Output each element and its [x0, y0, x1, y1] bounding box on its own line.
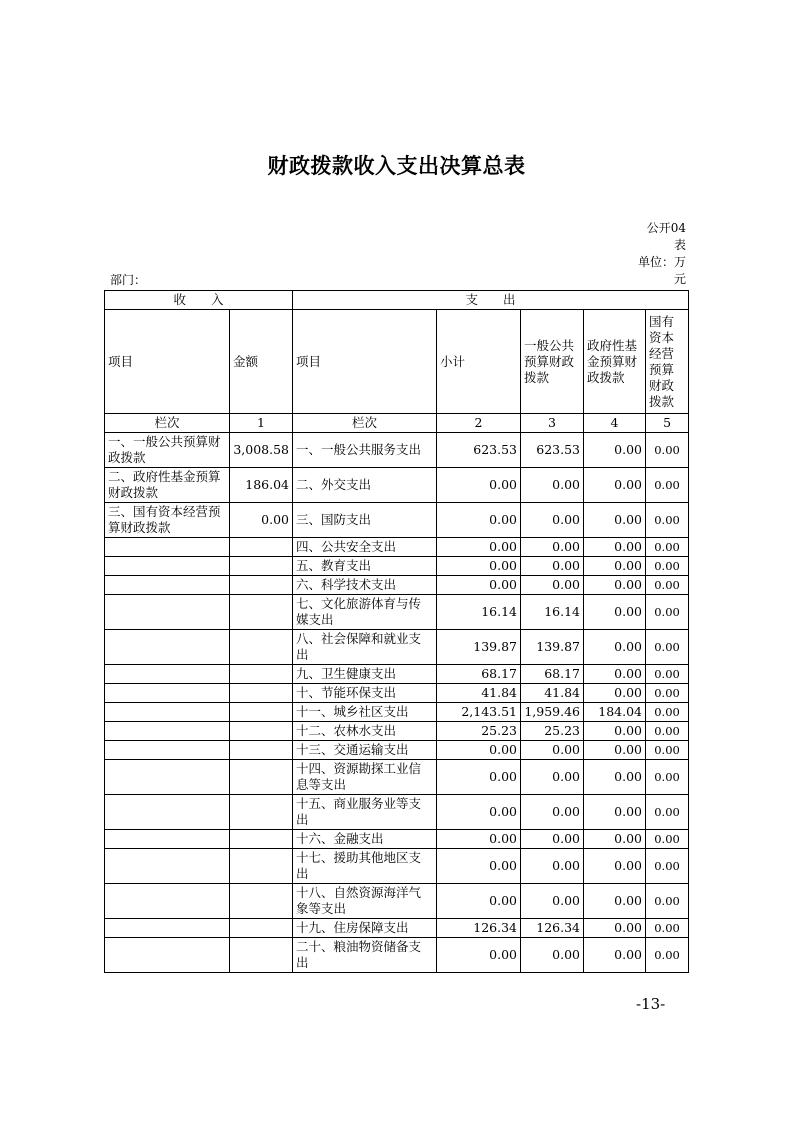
general-budget-cell: 16.14: [521, 595, 584, 630]
subtotal-cell: 0.00: [437, 557, 521, 576]
subtotal-cell: 0.00: [437, 576, 521, 595]
state-capital-cell: 0.00: [646, 468, 689, 503]
subtotal-cell: 623.53: [437, 433, 521, 468]
general-budget-cell: 68.17: [521, 665, 584, 684]
table-row: [105, 538, 689, 557]
subtotal-cell: 68.17: [437, 665, 521, 684]
unit-label: 单位：万元: [637, 255, 686, 286]
subtotal-cell: 0.00: [437, 503, 521, 538]
fund-budget-cell: 0.00: [584, 849, 646, 884]
expense-item-cell: 十五、商业服务业等支出: [293, 795, 437, 830]
expense-item-cell: 十三、交通运输支出: [293, 741, 437, 760]
expense-item-cell: 七、文化旅游体育与传媒支出: [293, 595, 437, 630]
income-amount-cell: [230, 538, 293, 557]
table-row: [105, 760, 689, 795]
table-row: [105, 938, 689, 973]
table-row: [105, 433, 689, 468]
state-capital-cell: 0.00: [646, 884, 689, 919]
general-budget-cell: 126.34: [521, 919, 584, 938]
general-budget-cell: 0.00: [521, 795, 584, 830]
income-amount-cell: [230, 630, 293, 665]
income-amount-cell: [230, 595, 293, 630]
expense-item-cell: 六、科学技术支出: [293, 576, 437, 595]
subtotal-cell: 41.84: [437, 684, 521, 703]
income-item-cell: [105, 665, 230, 684]
fund-budget-cell: 0.00: [584, 722, 646, 741]
state-capital-cell: 0.00: [646, 849, 689, 884]
table-row: [105, 684, 689, 703]
state-capital-cell: 0.00: [646, 795, 689, 830]
state-capital-cell: 0.00: [646, 919, 689, 938]
index-label-income: 栏次: [105, 414, 230, 433]
subtotal-cell: 0.00: [437, 884, 521, 919]
table-row: [105, 468, 689, 503]
income-amount-cell: [230, 703, 293, 722]
fund-budget-cell: 0.00: [584, 795, 646, 830]
income-amount-cell: [230, 849, 293, 884]
state-capital-cell: 0.00: [646, 703, 689, 722]
state-capital-cell: 0.00: [646, 665, 689, 684]
table-row: [105, 595, 689, 630]
index-label-expense: 栏次: [293, 414, 437, 433]
expense-item-cell: 二、外交支出: [293, 468, 437, 503]
table-row: [105, 741, 689, 760]
table-row: [105, 795, 689, 830]
income-amount-cell: [230, 741, 293, 760]
table-row: [105, 576, 689, 595]
subtotal-cell: 0.00: [437, 760, 521, 795]
fund-budget-cell: 0.00: [584, 595, 646, 630]
table-row: [105, 557, 689, 576]
table-row: [105, 665, 689, 684]
col-subtotal: 小计: [437, 310, 521, 414]
col-amount: 金额: [230, 310, 293, 414]
fund-budget-cell: 0.00: [584, 630, 646, 665]
subtotal-cell: 0.00: [437, 830, 521, 849]
state-capital-cell: 0.00: [646, 433, 689, 468]
state-capital-cell: 0.00: [646, 722, 689, 741]
expense-item-cell: 三、国防支出: [293, 503, 437, 538]
general-budget-cell: 25.23: [521, 722, 584, 741]
subtotal-cell: 25.23: [437, 722, 521, 741]
income-amount-cell: [230, 938, 293, 973]
income-item-cell: [105, 557, 230, 576]
income-amount-cell: 3,008.58: [230, 433, 293, 468]
table-row: [105, 503, 689, 538]
income-item-cell: [105, 576, 230, 595]
state-capital-cell: 0.00: [646, 595, 689, 630]
subtotal-cell: 0.00: [437, 538, 521, 557]
fund-budget-cell: 0.00: [584, 830, 646, 849]
index-2: 2: [437, 414, 521, 433]
income-item-cell: [105, 741, 230, 760]
general-budget-cell: 0.00: [521, 557, 584, 576]
expense-item-cell: 十四、资源勘探工业信息等支出: [293, 760, 437, 795]
income-item-cell: [105, 830, 230, 849]
income-item-cell: [105, 919, 230, 938]
income-item-cell: 一、一般公共预算财政拨款: [105, 433, 230, 468]
subtotal-cell: 0.00: [437, 741, 521, 760]
expense-item-cell: 五、教育支出: [293, 557, 437, 576]
expense-item-cell: 十、节能环保支出: [293, 684, 437, 703]
fund-budget-cell: 0.00: [584, 741, 646, 760]
income-amount-cell: [230, 760, 293, 795]
fund-budget-cell: 0.00: [584, 576, 646, 595]
table-row: [105, 919, 689, 938]
page-title: 财政拨款收入支出决算总表: [267, 154, 526, 178]
general-budget-cell: 0.00: [521, 884, 584, 919]
income-item-cell: [105, 595, 230, 630]
state-capital-cell: 0.00: [646, 938, 689, 973]
table-row: [105, 849, 689, 884]
fund-budget-cell: 0.00: [584, 919, 646, 938]
col-expense-item: 项目: [293, 310, 437, 414]
income-amount-cell: [230, 665, 293, 684]
expense-item-cell: 九、卫生健康支出: [293, 665, 437, 684]
state-capital-cell: 0.00: [646, 684, 689, 703]
general-budget-cell: 0.00: [521, 741, 584, 760]
state-capital-cell: 0.00: [646, 503, 689, 538]
income-item-cell: [105, 703, 230, 722]
expense-item-cell: 十一、城乡社区支出: [293, 703, 437, 722]
income-amount-cell: [230, 576, 293, 595]
subtotal-cell: 16.14: [437, 595, 521, 630]
income-item-cell: [105, 722, 230, 741]
income-amount-cell: [230, 919, 293, 938]
income-amount-cell: [230, 557, 293, 576]
income-item-cell: 三、国有资本经营预算财政拨款: [105, 503, 230, 538]
col-general-budget: 一般公共预算财政拨款: [521, 310, 584, 414]
subtotal-cell: 0.00: [437, 938, 521, 973]
fund-budget-cell: 0.00: [584, 503, 646, 538]
income-amount-cell: 0.00: [230, 503, 293, 538]
subtotal-cell: 126.34: [437, 919, 521, 938]
income-item-cell: [105, 538, 230, 557]
income-item-cell: [105, 630, 230, 665]
income-item-cell: [105, 795, 230, 830]
general-budget-cell: 0.00: [521, 938, 584, 973]
expense-item-cell: 一、一般公共服务支出: [293, 433, 437, 468]
budget-table: [104, 290, 689, 973]
state-capital-cell: 0.00: [646, 630, 689, 665]
general-budget-cell: 41.84: [521, 684, 584, 703]
table-row: [105, 884, 689, 919]
general-budget-cell: 0.00: [521, 830, 584, 849]
table-row: [105, 830, 689, 849]
expense-item-cell: 十六、金融支出: [293, 830, 437, 849]
income-amount-cell: [230, 722, 293, 741]
subtotal-cell: 0.00: [437, 795, 521, 830]
general-budget-cell: 0.00: [521, 849, 584, 884]
col-income-item: 项目: [105, 310, 230, 414]
page-number: -13-: [636, 995, 666, 1013]
index-1: 1: [230, 414, 293, 433]
general-budget-cell: 0.00: [521, 760, 584, 795]
state-capital-cell: 0.00: [646, 830, 689, 849]
expense-item-cell: 十九、住房保障支出: [293, 919, 437, 938]
subtotal-cell: 0.00: [437, 468, 521, 503]
department-label: 部门：: [110, 273, 147, 287]
income-amount-cell: [230, 830, 293, 849]
income-item-cell: 二、政府性基金预算财政拨款: [105, 468, 230, 503]
income-amount-cell: 186.04: [230, 468, 293, 503]
income-item-cell: [105, 938, 230, 973]
col-state-capital: 国有资本经营预算财政拨款: [646, 310, 689, 414]
form-number: 公开04表: [646, 221, 686, 252]
fund-budget-cell: 0.00: [584, 665, 646, 684]
income-amount-cell: [230, 795, 293, 830]
fund-budget-cell: 0.00: [584, 684, 646, 703]
income-amount-cell: [230, 684, 293, 703]
state-capital-cell: 0.00: [646, 538, 689, 557]
general-budget-cell: 1,959.46: [521, 703, 584, 722]
general-budget-cell: 0.00: [521, 576, 584, 595]
fund-budget-cell: 0.00: [584, 557, 646, 576]
fund-budget-cell: 0.00: [584, 884, 646, 919]
state-capital-cell: 0.00: [646, 760, 689, 795]
subtotal-cell: 2,143.51: [437, 703, 521, 722]
income-item-cell: [105, 684, 230, 703]
fund-budget-cell: 184.04: [584, 703, 646, 722]
general-budget-cell: 0.00: [521, 468, 584, 503]
income-item-cell: [105, 884, 230, 919]
income-item-cell: [105, 849, 230, 884]
expense-item-cell: 二十、粮油物资储备支出: [293, 938, 437, 973]
expense-item-cell: 十七、援助其他地区支出: [293, 849, 437, 884]
subtotal-cell: 139.87: [437, 630, 521, 665]
expense-item-cell: 四、公共安全支出: [293, 538, 437, 557]
general-budget-cell: 623.53: [521, 433, 584, 468]
fund-budget-cell: 0.00: [584, 760, 646, 795]
index-3: 3: [521, 414, 584, 433]
general-budget-cell: 0.00: [521, 538, 584, 557]
state-capital-cell: 0.00: [646, 557, 689, 576]
state-capital-cell: 0.00: [646, 741, 689, 760]
fund-budget-cell: 0.00: [584, 468, 646, 503]
expense-group-header: 支 出: [293, 291, 689, 310]
fund-budget-cell: 0.00: [584, 538, 646, 557]
index-5: 5: [646, 414, 689, 433]
income-amount-cell: [230, 884, 293, 919]
table-row: [105, 630, 689, 665]
table-row: [105, 722, 689, 741]
table-row: [105, 703, 689, 722]
index-4: 4: [584, 414, 646, 433]
general-budget-cell: 139.87: [521, 630, 584, 665]
fund-budget-cell: 0.00: [584, 433, 646, 468]
expense-item-cell: 十二、农林水支出: [293, 722, 437, 741]
fund-budget-cell: 0.00: [584, 938, 646, 973]
general-budget-cell: 0.00: [521, 503, 584, 538]
state-capital-cell: 0.00: [646, 576, 689, 595]
expense-item-cell: 十八、自然资源海洋气象等支出: [293, 884, 437, 919]
subtotal-cell: 0.00: [437, 849, 521, 884]
col-fund-budget: 政府性基金预算财政拨款: [584, 310, 646, 414]
expense-item-cell: 八、社会保障和就业支出: [293, 630, 437, 665]
income-item-cell: [105, 760, 230, 795]
income-group-header: 收 入: [105, 291, 293, 310]
